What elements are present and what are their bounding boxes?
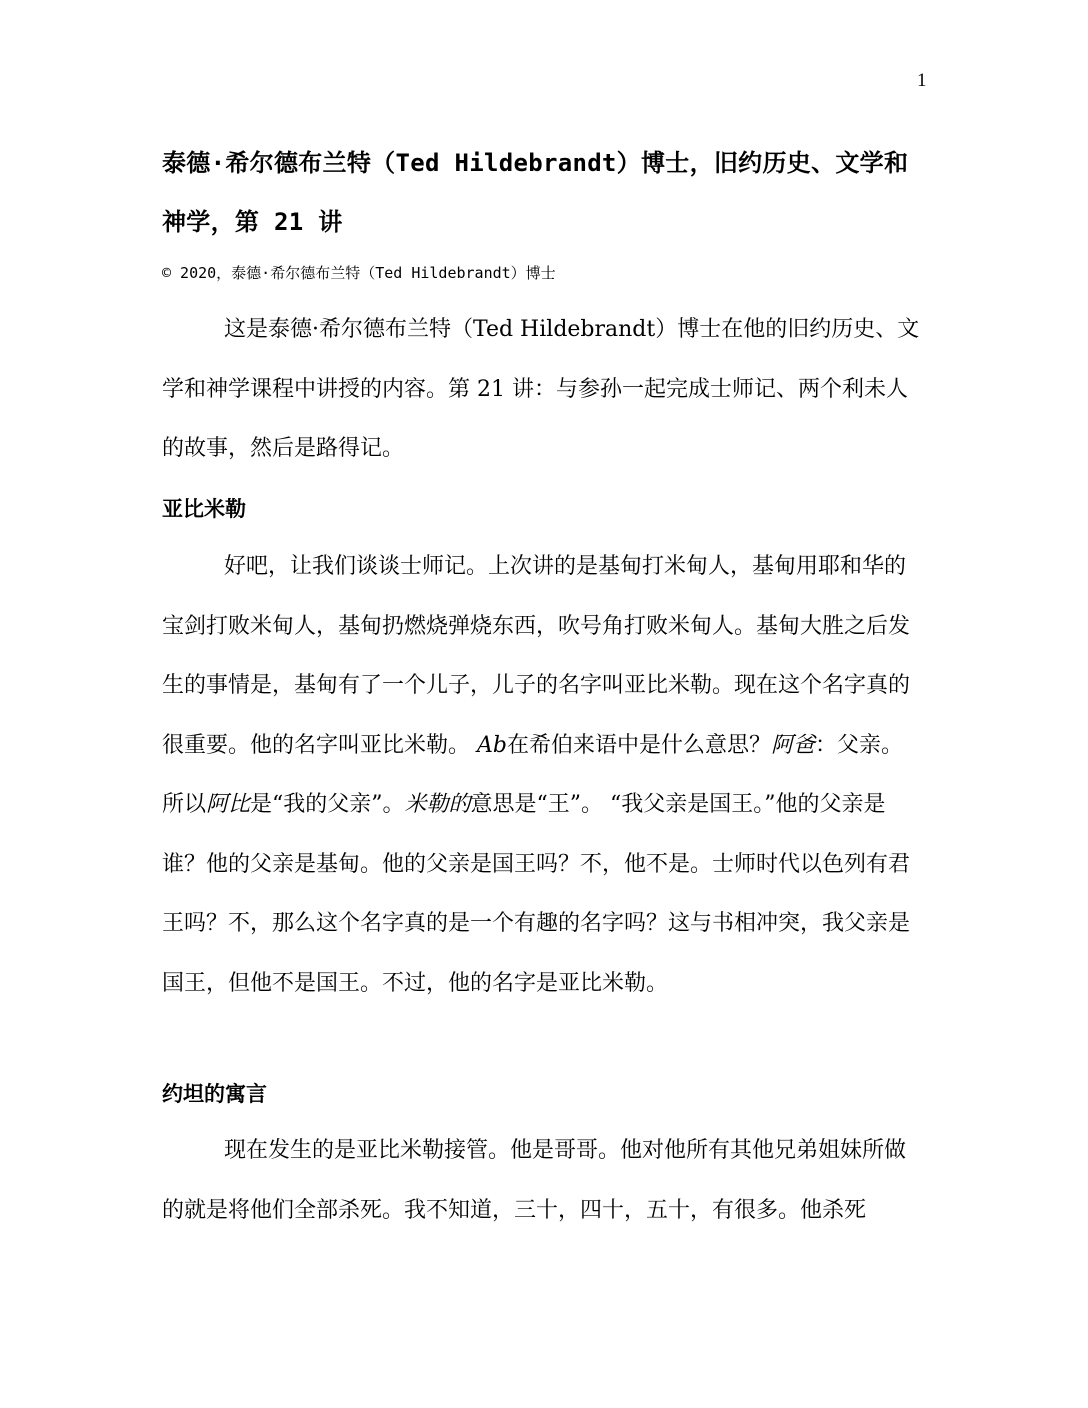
section-heading-jotham-fable: 约坦的寓言 [162, 1081, 267, 1106]
jotham-paragraph: 现在发生的是亚比米勒接管。他是哥哥。他对他所有其他兄弟姐妹所做的就是将他们全部杀死。我不知道，三十，四十，五十，有很多。他杀死 [162, 1138, 907, 1223]
copyright-line: © 2020，泰德·希尔德布兰特（Ted Hildebrandt）博士 [162, 264, 556, 282]
text-run: ：父亲。所以 [162, 732, 904, 817]
italic-term-abi: 阿比 [206, 792, 251, 817]
italic-term-ab: Ab [477, 732, 507, 758]
italic-term-melech: 米勒的 [404, 792, 471, 817]
intro-paragraph: 这是泰德·希尔德布兰特（Ted Hildebrandt）博士在他的旧约历史、文学和神学课程中讲授的内容。第 21 讲：与参孙一起完成士师记、两个利未人的故事，然后是路得记。 [162, 317, 920, 461]
document-title: 泰德·希尔德布兰特（Ted Hildebrandt）博士，旧约历史、文学和神学，第 21 讲 [162, 149, 909, 236]
italic-term-abba: 阿爸 [771, 732, 816, 758]
text-run: 好吧，让我们谈谈士师记。上次讲的是基甸打米甸人，基甸用耶和华的宝剑打败米甸人，基甸扔燃烧弹烧东西，吹号角打败米甸人。基甸大胜之后发生的事情是，基甸有了一个儿子，儿子的名字叫亚比米勒。现在这个名字真的很重要。他的名字叫亚比米勒。 [162, 554, 911, 758]
text-run: 意思是“王”。 “我父亲是国王。”他的父亲是谁？他的父亲是基甸。他的父亲是国王吗？不，他不是。士师时代以色列有君王吗？不，那么这个名字真的是一个有趣的名字吗？这与书相冲突，我父亲是国王，但他不是国王。不过，他的名字是亚比米勒。 [162, 792, 911, 996]
page-number: 1 [917, 70, 927, 91]
abimelech-paragraph [162, 537, 924, 1013]
text-run: 在希伯来语中是什么意思？ [506, 732, 771, 758]
section-heading-abimelech: 亚比米勒 [162, 496, 246, 521]
text-run: 是“我的父亲”。 [250, 792, 405, 817]
